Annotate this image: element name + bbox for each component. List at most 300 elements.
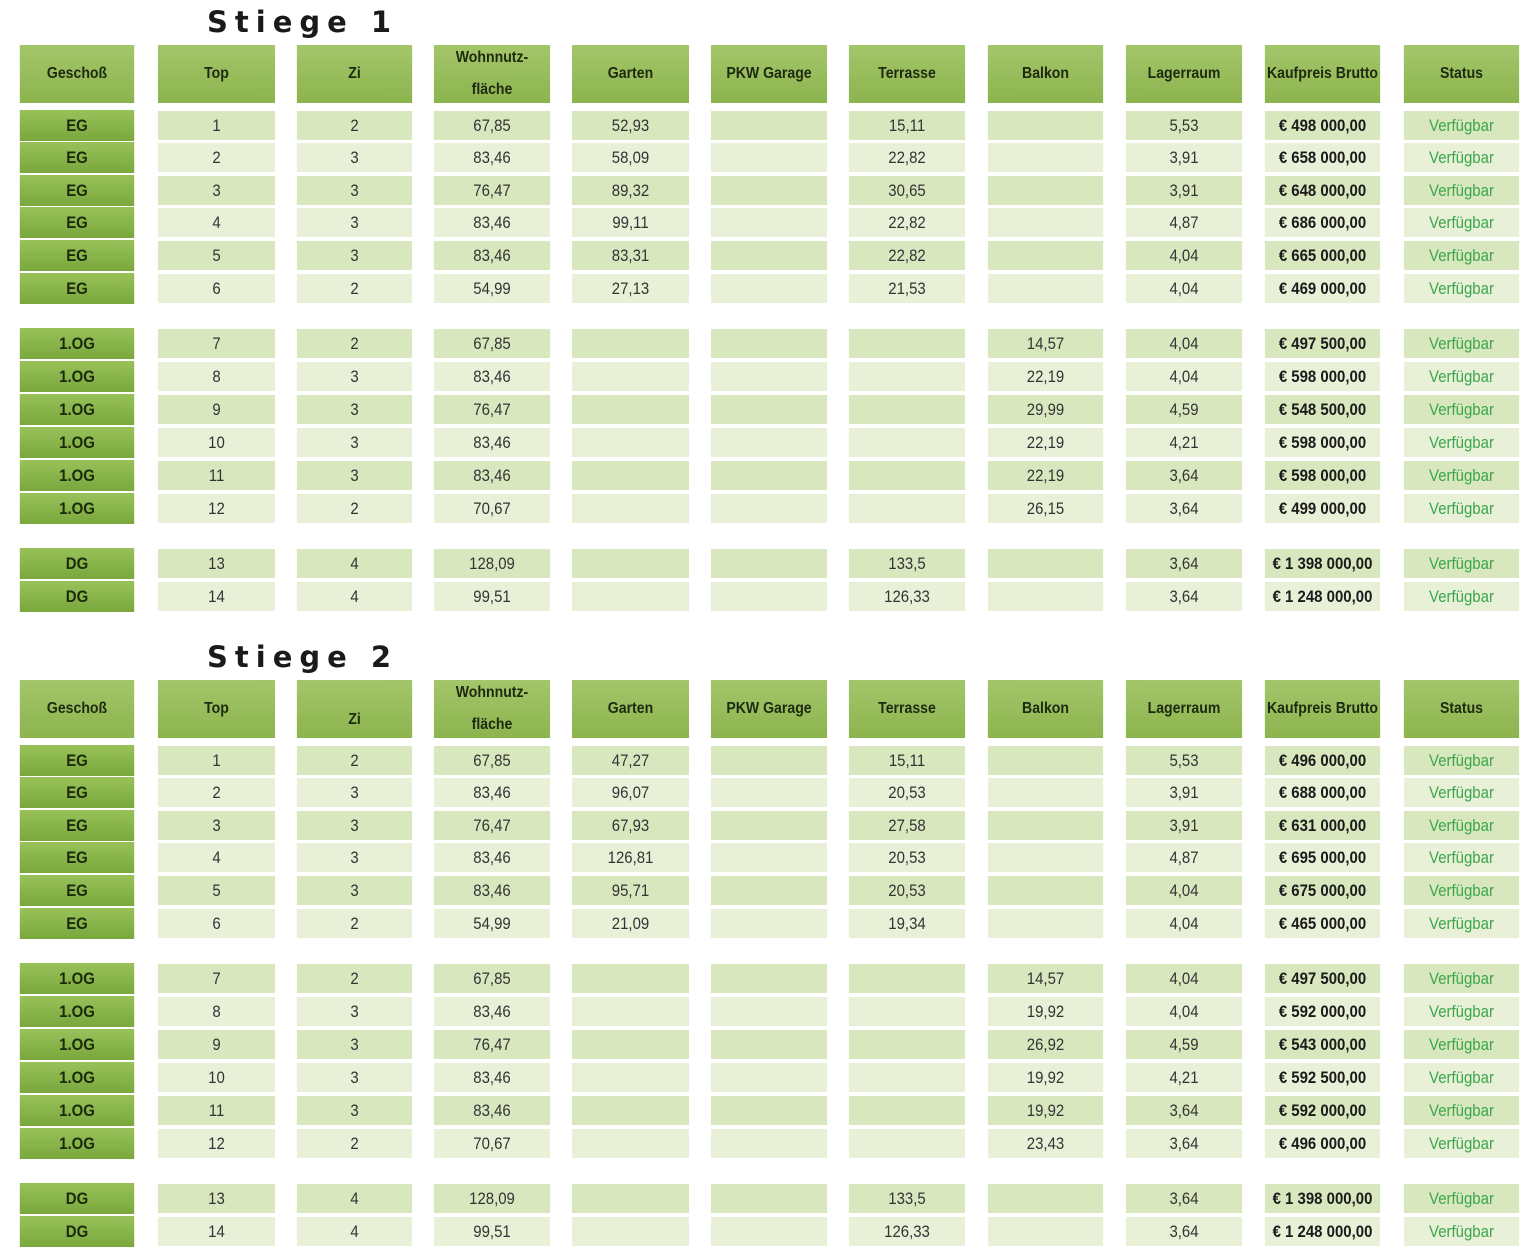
cell-garten: 96,07 (572, 778, 689, 807)
cell-pkw-garage (711, 964, 827, 993)
cell-lagerraum: 4,04 (1126, 274, 1242, 303)
header-top: Top (158, 45, 275, 103)
cell-kaufpreis: € 598 000,00 (1265, 362, 1380, 391)
cell-geschoss: 1.OG (20, 427, 134, 458)
cell-top: 9 (158, 1030, 275, 1059)
cell-lagerraum: 3,91 (1126, 176, 1242, 205)
cell-garten (572, 395, 689, 424)
cell-wohnnutzflaeche: 67,85 (434, 746, 550, 775)
cell-status: Verfügbar (1404, 1030, 1519, 1059)
cell-zi: 3 (297, 997, 412, 1026)
cell-status: Verfügbar (1404, 746, 1519, 775)
header-pkw-garage: PKW Garage (711, 45, 827, 103)
cell-zi: 2 (297, 746, 412, 775)
cell-wohnnutzflaeche: 67,85 (434, 329, 550, 358)
cell-wohnnutzflaeche: 128,09 (434, 549, 550, 578)
cell-geschoss: EG (20, 110, 134, 141)
cell-wohnnutzflaeche: 83,46 (434, 778, 550, 807)
cell-geschoss: EG (20, 842, 134, 873)
cell-status: Verfügbar (1404, 909, 1519, 938)
cell-terrasse: 15,11 (849, 746, 965, 775)
header-wohnnutzflaeche (434, 45, 550, 103)
cell-pkw-garage (711, 329, 827, 358)
cell-balkon: 19,92 (988, 997, 1103, 1026)
cell-top: 8 (158, 997, 275, 1026)
header-kaufpreis: Kaufpreis Brutto (1265, 680, 1380, 738)
cell-balkon (988, 582, 1103, 611)
cell-wohnnutzflaeche: 76,47 (434, 811, 550, 840)
cell-garten (572, 1030, 689, 1059)
cell-pkw-garage (711, 494, 827, 523)
cell-top: 8 (158, 362, 275, 391)
cell-balkon (988, 176, 1103, 205)
cell-geschoss: 1.OG (20, 1029, 134, 1060)
cell-terrasse (849, 997, 965, 1026)
cell-pkw-garage (711, 909, 827, 938)
cell-terrasse (849, 362, 965, 391)
cell-balkon (988, 843, 1103, 872)
cell-pkw-garage (711, 1096, 827, 1125)
cell-balkon: 14,57 (988, 329, 1103, 358)
cell-lagerraum: 3,64 (1126, 1096, 1242, 1125)
cell-pkw-garage (711, 1129, 827, 1158)
cell-lagerraum: 4,59 (1126, 1030, 1242, 1059)
cell-top: 9 (158, 395, 275, 424)
cell-pkw-garage (711, 778, 827, 807)
cell-wohnnutzflaeche: 83,46 (434, 843, 550, 872)
cell-garten (572, 549, 689, 578)
cell-wohnnutzflaeche: 83,46 (434, 241, 550, 270)
cell-pkw-garage (711, 1063, 827, 1092)
cell-wohnnutzflaeche: 76,47 (434, 395, 550, 424)
cell-status: Verfügbar (1404, 208, 1519, 237)
cell-garten: 47,27 (572, 746, 689, 775)
cell-zi: 3 (297, 778, 412, 807)
cell-status: Verfügbar (1404, 997, 1519, 1026)
cell-pkw-garage (711, 274, 827, 303)
cell-wohnnutzflaeche: 76,47 (434, 1030, 550, 1059)
cell-zi: 3 (297, 362, 412, 391)
cell-lagerraum: 3,64 (1126, 1184, 1242, 1213)
header-geschoss: Geschoß (20, 45, 134, 103)
cell-pkw-garage (711, 876, 827, 905)
cell-status: Verfügbar (1404, 428, 1519, 457)
cell-balkon (988, 274, 1103, 303)
cell-lagerraum: 3,64 (1126, 1129, 1242, 1158)
cell-kaufpreis: € 665 000,00 (1265, 241, 1380, 270)
cell-balkon: 26,92 (988, 1030, 1103, 1059)
cell-terrasse: 30,65 (849, 176, 965, 205)
cell-terrasse: 27,58 (849, 811, 965, 840)
cell-terrasse (849, 1030, 965, 1059)
cell-terrasse (849, 395, 965, 424)
cell-kaufpreis: € 1 248 000,00 (1265, 582, 1380, 611)
cell-balkon (988, 1184, 1103, 1213)
cell-garten (572, 1129, 689, 1158)
cell-kaufpreis: € 469 000,00 (1265, 274, 1380, 303)
cell-zi: 4 (297, 1217, 412, 1246)
cell-kaufpreis: € 498 000,00 (1265, 111, 1380, 140)
cell-kaufpreis: € 592 000,00 (1265, 1096, 1380, 1125)
cell-terrasse: 22,82 (849, 241, 965, 270)
cell-balkon: 19,92 (988, 1096, 1103, 1125)
cell-lagerraum: 5,53 (1126, 746, 1242, 775)
cell-wohnnutzflaeche: 67,85 (434, 111, 550, 140)
cell-wohnnutzflaeche: 54,99 (434, 909, 550, 938)
cell-geschoss: 1.OG (20, 1128, 134, 1159)
cell-top: 12 (158, 494, 275, 523)
cell-terrasse: 133,5 (849, 549, 965, 578)
header-garten: Garten (572, 680, 689, 738)
cell-balkon: 29,99 (988, 395, 1103, 424)
cell-kaufpreis: € 598 000,00 (1265, 428, 1380, 457)
cell-wohnnutzflaeche: 83,46 (434, 1063, 550, 1092)
cell-status: Verfügbar (1404, 461, 1519, 490)
cell-geschoss: DG (20, 1216, 134, 1247)
cell-garten: 21,09 (572, 909, 689, 938)
cell-balkon (988, 778, 1103, 807)
cell-kaufpreis: € 497 500,00 (1265, 329, 1380, 358)
cell-lagerraum: 3,64 (1126, 494, 1242, 523)
header-terrasse: Terrasse (849, 680, 965, 738)
cell-terrasse: 20,53 (849, 876, 965, 905)
cell-wohnnutzflaeche: 83,46 (434, 428, 550, 457)
cell-zi: 2 (297, 329, 412, 358)
cell-terrasse: 21,53 (849, 274, 965, 303)
header-balkon: Balkon (988, 45, 1103, 103)
cell-lagerraum: 4,04 (1126, 909, 1242, 938)
cell-garten (572, 461, 689, 490)
cell-kaufpreis: € 1 398 000,00 (1265, 549, 1380, 578)
cell-geschoss: 1.OG (20, 1062, 134, 1093)
cell-lagerraum: 4,21 (1126, 1063, 1242, 1092)
cell-pkw-garage (711, 746, 827, 775)
cell-status: Verfügbar (1404, 494, 1519, 523)
cell-garten: 126,81 (572, 843, 689, 872)
cell-kaufpreis: € 695 000,00 (1265, 843, 1380, 872)
cell-status: Verfügbar (1404, 843, 1519, 872)
cell-zi: 4 (297, 1184, 412, 1213)
cell-garten: 58,09 (572, 143, 689, 172)
cell-kaufpreis: € 675 000,00 (1265, 876, 1380, 905)
cell-terrasse (849, 329, 965, 358)
cell-terrasse (849, 1063, 965, 1092)
cell-lagerraum: 4,04 (1126, 964, 1242, 993)
cell-balkon (988, 549, 1103, 578)
cell-top: 12 (158, 1129, 275, 1158)
cell-pkw-garage (711, 811, 827, 840)
cell-status: Verfügbar (1404, 143, 1519, 172)
cell-top: 6 (158, 909, 275, 938)
cell-garten (572, 1063, 689, 1092)
header-terrasse: Terrasse (849, 45, 965, 103)
header-pkw-garage: PKW Garage (711, 680, 827, 738)
cell-top: 5 (158, 876, 275, 905)
cell-status: Verfügbar (1404, 876, 1519, 905)
cell-geschoss: DG (20, 581, 134, 612)
section-title: Stiege 1 (207, 5, 399, 39)
cell-top: 3 (158, 176, 275, 205)
cell-pkw-garage (711, 461, 827, 490)
cell-zi: 2 (297, 494, 412, 523)
cell-status: Verfügbar (1404, 1184, 1519, 1213)
cell-lagerraum: 4,87 (1126, 208, 1242, 237)
cell-kaufpreis: € 465 000,00 (1265, 909, 1380, 938)
cell-garten: 52,93 (572, 111, 689, 140)
cell-garten: 95,71 (572, 876, 689, 905)
cell-balkon (988, 746, 1103, 775)
cell-kaufpreis: € 496 000,00 (1265, 746, 1380, 775)
cell-geschoss: 1.OG (20, 328, 134, 359)
cell-pkw-garage (711, 1184, 827, 1213)
cell-terrasse (849, 428, 965, 457)
header-zi: Zi (297, 45, 412, 103)
cell-terrasse: 19,34 (849, 909, 965, 938)
cell-pkw-garage (711, 843, 827, 872)
cell-top: 5 (158, 241, 275, 270)
cell-lagerraum: 3,64 (1126, 461, 1242, 490)
header-label-line: Wohnnutz- (455, 49, 529, 66)
cell-geschoss: 1.OG (20, 996, 134, 1027)
cell-balkon: 26,15 (988, 494, 1103, 523)
cell-zi: 3 (297, 143, 412, 172)
cell-geschoss: EG (20, 240, 134, 271)
cell-lagerraum: 3,64 (1126, 1217, 1242, 1246)
cell-terrasse (849, 461, 965, 490)
cell-top: 13 (158, 549, 275, 578)
cell-zi: 2 (297, 909, 412, 938)
cell-balkon: 22,19 (988, 428, 1103, 457)
cell-kaufpreis: € 496 000,00 (1265, 1129, 1380, 1158)
cell-wohnnutzflaeche: 83,46 (434, 876, 550, 905)
cell-garten (572, 1096, 689, 1125)
cell-wohnnutzflaeche: 128,09 (434, 1184, 550, 1213)
cell-kaufpreis: € 1 398 000,00 (1265, 1184, 1380, 1213)
cell-lagerraum: 4,04 (1126, 362, 1242, 391)
cell-terrasse (849, 494, 965, 523)
cell-kaufpreis: € 592 500,00 (1265, 1063, 1380, 1092)
cell-geschoss: EG (20, 777, 134, 808)
header-wohnnutzflaeche (434, 680, 550, 738)
cell-garten (572, 362, 689, 391)
cell-lagerraum: 4,04 (1126, 997, 1242, 1026)
cell-status: Verfügbar (1404, 395, 1519, 424)
cell-status: Verfügbar (1404, 329, 1519, 358)
header-garten: Garten (572, 45, 689, 103)
header-geschoss: Geschoß (20, 680, 134, 738)
stiege-2-section (0, 635, 1536, 1255)
header-balkon: Balkon (988, 680, 1103, 738)
cell-kaufpreis: € 658 000,00 (1265, 143, 1380, 172)
cell-lagerraum: 4,04 (1126, 241, 1242, 270)
cell-geschoss: 1.OG (20, 394, 134, 425)
cell-balkon (988, 208, 1103, 237)
cell-wohnnutzflaeche: 99,51 (434, 1217, 550, 1246)
section-title: Stiege 2 (207, 640, 399, 674)
cell-top: 1 (158, 746, 275, 775)
cell-pkw-garage (711, 241, 827, 270)
cell-wohnnutzflaeche: 83,46 (434, 208, 550, 237)
cell-terrasse: 22,82 (849, 143, 965, 172)
cell-kaufpreis: € 648 000,00 (1265, 176, 1380, 205)
cell-garten: 99,11 (572, 208, 689, 237)
cell-geschoss: EG (20, 273, 134, 304)
header-status: Status (1404, 45, 1519, 103)
cell-pkw-garage (711, 208, 827, 237)
cell-top: 10 (158, 1063, 275, 1092)
cell-pkw-garage (711, 428, 827, 457)
cell-kaufpreis: € 543 000,00 (1265, 1030, 1380, 1059)
cell-status: Verfügbar (1404, 1217, 1519, 1246)
cell-terrasse (849, 1096, 965, 1125)
cell-terrasse: 20,53 (849, 843, 965, 872)
cell-status: Verfügbar (1404, 274, 1519, 303)
cell-pkw-garage (711, 143, 827, 172)
cell-top: 4 (158, 843, 275, 872)
cell-kaufpreis: € 598 000,00 (1265, 461, 1380, 490)
cell-kaufpreis: € 688 000,00 (1265, 778, 1380, 807)
cell-wohnnutzflaeche: 83,46 (434, 461, 550, 490)
cell-zi: 2 (297, 1129, 412, 1158)
header-top: Top (158, 680, 275, 738)
cell-lagerraum: 3,91 (1126, 143, 1242, 172)
cell-top: 2 (158, 778, 275, 807)
cell-top: 11 (158, 461, 275, 490)
cell-geschoss: 1.OG (20, 361, 134, 392)
cell-terrasse: 20,53 (849, 778, 965, 807)
cell-balkon: 23,43 (988, 1129, 1103, 1158)
cell-garten (572, 997, 689, 1026)
cell-zi: 3 (297, 811, 412, 840)
cell-top: 13 (158, 1184, 275, 1213)
cell-balkon (988, 111, 1103, 140)
cell-geschoss: EG (20, 142, 134, 173)
cell-pkw-garage (711, 111, 827, 140)
cell-zi: 3 (297, 241, 412, 270)
cell-pkw-garage (711, 582, 827, 611)
cell-top: 14 (158, 582, 275, 611)
cell-top: 10 (158, 428, 275, 457)
cell-geschoss: DG (20, 548, 134, 579)
cell-garten (572, 329, 689, 358)
cell-balkon (988, 876, 1103, 905)
cell-geschoss: 1.OG (20, 460, 134, 491)
cell-garten: 83,31 (572, 241, 689, 270)
cell-lagerraum: 4,59 (1126, 395, 1242, 424)
cell-zi: 3 (297, 461, 412, 490)
cell-status: Verfügbar (1404, 1096, 1519, 1125)
cell-top: 11 (158, 1096, 275, 1125)
cell-status: Verfügbar (1404, 111, 1519, 140)
cell-pkw-garage (711, 997, 827, 1026)
cell-status: Verfügbar (1404, 1063, 1519, 1092)
cell-garten: 89,32 (572, 176, 689, 205)
cell-lagerraum: 3,64 (1126, 549, 1242, 578)
cell-balkon: 14,57 (988, 964, 1103, 993)
cell-terrasse: 126,33 (849, 1217, 965, 1246)
cell-wohnnutzflaeche: 70,67 (434, 494, 550, 523)
cell-zi: 3 (297, 843, 412, 872)
cell-lagerraum: 4,04 (1126, 876, 1242, 905)
cell-top: 4 (158, 208, 275, 237)
cell-wohnnutzflaeche: 99,51 (434, 582, 550, 611)
header-label-line: fläche (471, 716, 513, 733)
cell-kaufpreis: € 592 000,00 (1265, 997, 1380, 1026)
cell-status: Verfügbar (1404, 811, 1519, 840)
cell-terrasse (849, 1129, 965, 1158)
cell-zi: 3 (297, 1096, 412, 1125)
cell-status: Verfügbar (1404, 964, 1519, 993)
cell-zi: 4 (297, 582, 412, 611)
header-label-line: Wohnnutz- (455, 684, 529, 701)
cell-lagerraum: 5,53 (1126, 111, 1242, 140)
cell-balkon (988, 909, 1103, 938)
cell-zi: 3 (297, 876, 412, 905)
cell-wohnnutzflaeche: 83,46 (434, 143, 550, 172)
cell-zi: 4 (297, 549, 412, 578)
cell-lagerraum: 3,64 (1126, 582, 1242, 611)
cell-top: 7 (158, 329, 275, 358)
cell-kaufpreis: € 497 500,00 (1265, 964, 1380, 993)
cell-top: 3 (158, 811, 275, 840)
cell-geschoss: EG (20, 745, 134, 776)
cell-geschoss: 1.OG (20, 1095, 134, 1126)
cell-wohnnutzflaeche: 67,85 (434, 964, 550, 993)
cell-garten: 67,93 (572, 811, 689, 840)
cell-terrasse (849, 964, 965, 993)
cell-balkon (988, 1217, 1103, 1246)
cell-geschoss: 1.OG (20, 963, 134, 994)
cell-wohnnutzflaeche: 76,47 (434, 176, 550, 205)
cell-wohnnutzflaeche: 83,46 (434, 362, 550, 391)
cell-balkon (988, 241, 1103, 270)
cell-pkw-garage (711, 549, 827, 578)
cell-status: Verfügbar (1404, 362, 1519, 391)
cell-zi: 2 (297, 964, 412, 993)
cell-geschoss: EG (20, 810, 134, 841)
cell-geschoss: DG (20, 1183, 134, 1214)
cell-zi: 3 (297, 395, 412, 424)
cell-top: 6 (158, 274, 275, 303)
cell-wohnnutzflaeche: 83,46 (434, 997, 550, 1026)
cell-lagerraum: 4,87 (1126, 843, 1242, 872)
cell-geschoss: EG (20, 875, 134, 906)
cell-balkon (988, 143, 1103, 172)
cell-kaufpreis: € 1 248 000,00 (1265, 1217, 1380, 1246)
cell-status: Verfügbar (1404, 549, 1519, 578)
cell-geschoss: 1.OG (20, 493, 134, 524)
cell-garten (572, 582, 689, 611)
cell-balkon: 22,19 (988, 362, 1103, 391)
header-status: Status (1404, 680, 1519, 738)
cell-kaufpreis: € 499 000,00 (1265, 494, 1380, 523)
cell-zi: 3 (297, 208, 412, 237)
cell-garten (572, 964, 689, 993)
cell-zi: 3 (297, 176, 412, 205)
cell-terrasse: 133,5 (849, 1184, 965, 1213)
header-lagerraum: Lagerraum (1126, 680, 1242, 738)
cell-geschoss: EG (20, 908, 134, 939)
cell-zi: 2 (297, 274, 412, 303)
cell-top: 7 (158, 964, 275, 993)
cell-status: Verfügbar (1404, 1129, 1519, 1158)
cell-pkw-garage (711, 362, 827, 391)
cell-kaufpreis: € 548 500,00 (1265, 395, 1380, 424)
cell-terrasse: 126,33 (849, 582, 965, 611)
cell-geschoss: EG (20, 207, 134, 238)
cell-kaufpreis: € 686 000,00 (1265, 208, 1380, 237)
cell-kaufpreis: € 631 000,00 (1265, 811, 1380, 840)
